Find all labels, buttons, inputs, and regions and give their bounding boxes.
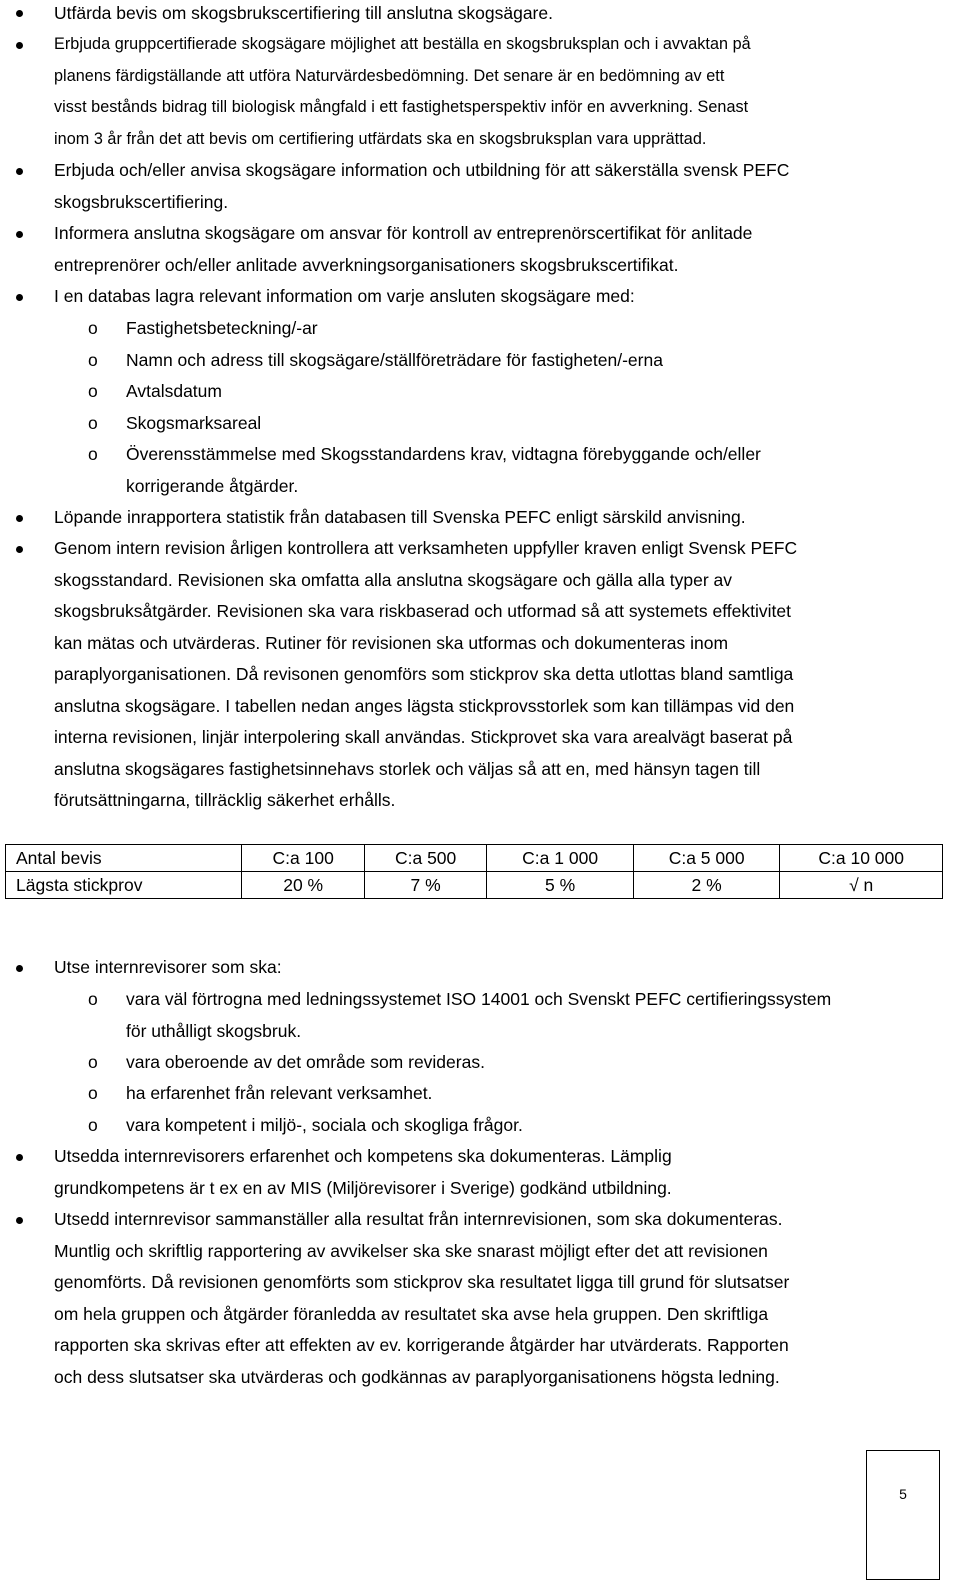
sub-list-item bbox=[126, 439, 956, 502]
table-cell: 20 % bbox=[242, 872, 364, 899]
table-cell: C:a 5 000 bbox=[633, 845, 780, 872]
bullet-marker bbox=[16, 965, 23, 972]
text-line: korrigerande åtgärder. bbox=[126, 475, 299, 496]
list-item bbox=[54, 0, 954, 30]
text-line: interna revisionen, linjär interpolering skall användas. Stickprovet ska vara arealvägt baserat på bbox=[54, 727, 793, 747]
sub-bullet-marker: o bbox=[88, 381, 98, 401]
bullet-marker bbox=[16, 42, 23, 49]
text-line: kan mätas och utvärderas. Rutiner för revisionen ska utformas och dokumenteras inom bbox=[54, 632, 729, 653]
text-line: skogsbruksåtgärder. Revisionen ska vara riskbaserad och utformad så att systemets effektivitet bbox=[54, 601, 791, 621]
list-item bbox=[54, 155, 954, 218]
text-line: Utfärda bevis om skogsbrukscertifiering till anslutna skogsägare. bbox=[54, 3, 553, 23]
text-line: skogsbrukscertifiering. bbox=[54, 191, 229, 212]
text-line: Utse internrevisorer som ska: bbox=[54, 957, 282, 977]
sub-list-item: Avtalsdatum bbox=[126, 381, 222, 401]
table-cell: Antal bevis bbox=[6, 845, 242, 872]
table-cell: 2 % bbox=[633, 872, 780, 899]
text-line: skogsstandard. Revisionen ska omfatta alla anslutna skogsägare och gälla alla typer av bbox=[54, 569, 733, 590]
bullet-marker bbox=[16, 1217, 23, 1224]
bullet-marker bbox=[16, 1154, 23, 1161]
list-item bbox=[54, 218, 954, 281]
sub-bullet-marker: o bbox=[88, 350, 98, 370]
bullet-marker bbox=[16, 515, 23, 522]
page-number: 5 bbox=[899, 1486, 907, 1502]
list-item bbox=[54, 1204, 954, 1393]
table-cell: C:a 1 000 bbox=[487, 845, 634, 872]
text-line: entreprenörer och/eller anlitade avverkningsorganisationers skogsbrukscertifikat. bbox=[54, 254, 679, 275]
text-line: genomförts. Då revisionen genomförts som stickprov ska resultatet ligga till grund för slutsatser bbox=[54, 1272, 790, 1292]
page-number-box bbox=[866, 1450, 940, 1580]
bullet-marker bbox=[16, 294, 23, 301]
table-row bbox=[6, 845, 943, 872]
text-line: Överensstämmelse med Skogsstandardens krav, vidtagna förebyggande och/eller bbox=[126, 444, 761, 464]
sub-bullet-marker: o bbox=[88, 444, 98, 464]
text-line: Informera anslutna skogsägare om ansvar för kontroll av entreprenörscertifikat för anlitade bbox=[54, 223, 753, 243]
sub-list-item: ha erfarenhet från relevant verksamhet. bbox=[126, 1083, 433, 1103]
text-line: Erbjuda och/eller anvisa skogsägare information och utbildning för att säkerställa svensk PEFC bbox=[54, 160, 790, 180]
text-line: vara väl förtrogna med ledningssystemet ISO 14001 och Svenskt PEFC certifieringssystem bbox=[126, 989, 832, 1009]
sample-size-table bbox=[5, 844, 943, 899]
list-item bbox=[54, 502, 954, 534]
text-line: Muntlig och skriftlig rapportering av avvikelser ska ske snarast möjligt efter det att revisionen bbox=[54, 1240, 768, 1261]
table-cell: C:a 500 bbox=[364, 845, 486, 872]
text-line: Utsedda internrevisorers erfarenhet och kompetens ska dokumenteras. Lämplig bbox=[54, 1146, 672, 1166]
table-cell: 5 % bbox=[487, 872, 634, 899]
bullet-marker bbox=[16, 546, 23, 553]
text-line: visst bestånds bidrag till biologisk mångfald i ett fastighetsperspektiv inför en avverkning. Senast bbox=[54, 98, 749, 116]
sub-list-item: Skogsmarksareal bbox=[126, 413, 262, 433]
text-line: om hela gruppen och åtgärder föranledda av resultatet ska avse hela gruppen. Den skriftliga bbox=[54, 1303, 769, 1324]
text-line: grundkompetens är t ex en av MIS (Miljörevisorer i Sverige) godkänd utbildning. bbox=[54, 1177, 672, 1198]
sub-bullet-marker: o bbox=[88, 318, 98, 338]
table-cell: Lägsta stickprov bbox=[6, 872, 242, 899]
table-cell: C:a 10 000 bbox=[780, 845, 943, 872]
sub-bullet-marker: o bbox=[88, 1052, 98, 1072]
list-item bbox=[54, 1141, 954, 1204]
sub-bullet-marker: o bbox=[88, 989, 98, 1009]
bullet-marker bbox=[16, 10, 23, 17]
table-cell: C:a 100 bbox=[242, 845, 364, 872]
text-line: förutsättningarna, tillräcklig säkerhet erhålls. bbox=[54, 790, 396, 810]
text-line: Erbjuda gruppcertifierade skogsägare möjlighet att beställa en skogsbruksplan och i avvaktan på bbox=[54, 35, 751, 53]
text-line: rapporten ska skrivas efter att effekten av ev. korrigerande åtgärder har utvärderats. Rapporten bbox=[54, 1335, 789, 1355]
table-row bbox=[6, 872, 943, 899]
sub-list-item bbox=[126, 984, 956, 1047]
sub-bullet-marker: o bbox=[88, 1115, 98, 1135]
sub-bullet-marker: o bbox=[88, 1083, 98, 1103]
sub-list-item: vara oberoende av det område som revideras. bbox=[126, 1052, 485, 1072]
text-line: paraplyorganisationen. Då revisonen genomförs som stickprov ska detta utlottas bland samtliga bbox=[54, 664, 794, 684]
text-line: anslutna skogsägare. I tabellen nedan anges lägsta stickprovsstorlek som kan tillämpas vid den bbox=[54, 695, 795, 716]
list-item bbox=[54, 533, 954, 817]
text-line: Utsedd internrevisor sammanställer alla resultat från internrevisionen, som ska dokumenteras. bbox=[54, 1209, 783, 1229]
list-item bbox=[54, 952, 954, 984]
text-line: I en databas lagra relevant information om varje ansluten skogsägare med: bbox=[54, 286, 635, 306]
list-item bbox=[54, 29, 954, 155]
sub-list-item: vara kompetent i miljö-, sociala och skogliga frågor. bbox=[126, 1115, 523, 1135]
text-line: planens färdigställande att utföra Naturvärdesbedömning. Det senare är en bedömning av ett bbox=[54, 66, 725, 85]
list-item bbox=[54, 281, 954, 313]
text-line: anslutna skogsägares fastighetsinnehavs storlek och väljas så att en, med hänsyn tagen till bbox=[54, 758, 761, 779]
text-line: inom 3 år från det att bevis om certifiering utfärdats ska en skogsbruksplan vara upprättad. bbox=[54, 129, 707, 148]
text-line: och dess slutsatser ska utvärderas och godkännas av paraplyorganisationens högsta ledning. bbox=[54, 1366, 780, 1387]
table-cell: 7 % bbox=[364, 872, 486, 899]
text-line: Genom intern revision årligen kontrollera att verksamheten uppfyller kraven enligt Svensk PEFC bbox=[54, 538, 798, 558]
text-line: Löpande inrapportera statistik från databasen till Svenska PEFC enligt särskild anvisning. bbox=[54, 507, 746, 527]
bullet-marker bbox=[16, 231, 23, 238]
bullet-marker bbox=[16, 168, 23, 175]
sub-list-item: Fastighetsbeteckning/-ar bbox=[126, 318, 318, 338]
text-line: för uthålligt skogsbruk. bbox=[126, 1020, 302, 1041]
table-cell: √ n bbox=[780, 872, 943, 899]
sub-bullet-marker: o bbox=[88, 413, 98, 433]
sub-list-item: Namn och adress till skogsägare/ställföreträdare för fastigheten/-erna bbox=[126, 350, 663, 370]
